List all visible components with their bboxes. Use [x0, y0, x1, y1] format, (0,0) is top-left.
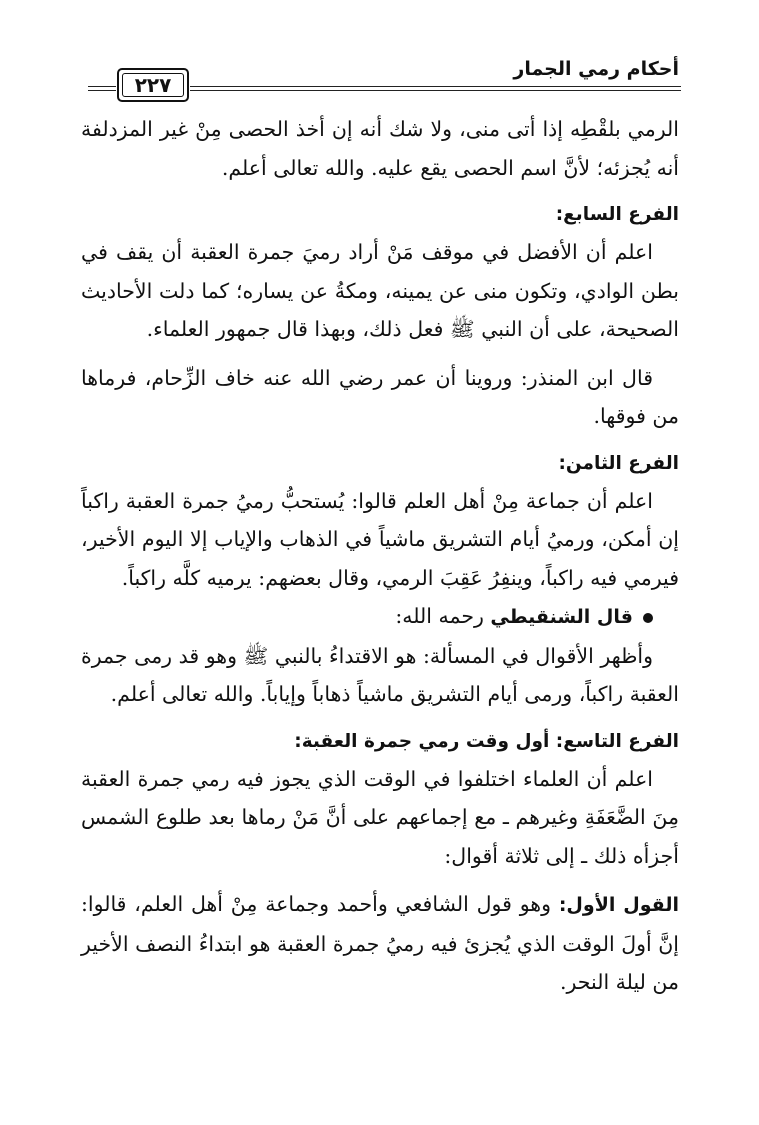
page-number: ٢٢٧: [122, 73, 184, 97]
header-rule: [190, 90, 681, 91]
paragraph: اعلم أن العلماء اختلفوا في الوقت الذي يجوز فيه رمي جمرة العقبة مِنَ الضَّعَفَةِ وغيرهم ـ مع إجماعهم على أنَّ مَنْ رماها بعد طلوع الشمس أجزأه ذلك ـ إلى ثلاثة أقوال:: [81, 766, 679, 868]
paragraph: [81, 885, 679, 1002]
bullet-quote-line: [81, 597, 679, 637]
header-rule-left: [88, 86, 116, 87]
bullet-icon: [643, 613, 653, 623]
section-heading: الفرع السابع:: [555, 204, 679, 225]
paragraph: وأظهر الأقوال في المسألة: هو الاقتداءُ بالنبي ﷺ وهو قد رمى جمرة العقبة راكباً، ورمى أيام التشريق ماشياً ذهاباً وإياباً. والله تعالى أعلم.: [81, 643, 679, 706]
opinion-text: وهو قول الشافعي وأحمد وجماعة مِنْ أهل العلم، قالوا: إنَّ أولَ الوقت الذي يُجزئ فيه رميُ جمرة العقبة هو ابتداءُ النصف الأخير من ليلة النحر.: [81, 892, 679, 994]
author-name: قال الشنقيطي: [490, 606, 633, 628]
header-rule-left: [88, 90, 116, 91]
header-rule: [190, 86, 681, 87]
honorific: رحمه الله:: [395, 604, 484, 628]
section-heading: الفرع الثامن:: [558, 452, 679, 474]
paragraph: اعلم أن الأفضل في موقف مَنْ أراد رميَ جمرة العقبة أن يقف في بطن الوادي، وتكون منى عن يمينه، ومكةُ عن يساره؛ كما دلت الأحاديث الصحيحة، على أن النبي ﷺ فعل ذلك، وبهذا قال جمهور العلماء.: [81, 240, 679, 341]
paragraph: قال ابن المنذر: وروينا أن عمر رضي الله عنه خاف الزِّحام، فرماها من فوقها.: [81, 365, 679, 428]
page-number-frame: [117, 68, 189, 102]
page-body: [81, 110, 679, 1002]
running-header-title: أحكام رمي الجمار: [513, 58, 679, 80]
paragraph: الرمي بلقْطِه إذا أتى منى، ولا شك أنه إن أخذ الحصى مِنْ غير المزدلفة أنه يُجزئه؛ لأنَّ اسم الحصى يقع عليه. والله تعالى أعلم.: [81, 117, 679, 180]
section-heading: الفرع التاسع: أول وقت رمي جمرة العقبة:: [294, 730, 679, 752]
opinion-label: القول الأول:: [558, 894, 680, 916]
paragraph: اعلم أن جماعة مِنْ أهل العلم قالوا: يُستحبُّ رميُ جمرة العقبة راكباً إن أمكن، ورميُ أيام التشريق ماشياً في الذهاب والإياب إلا اليوم الأخير، فيرمي فيه راكباً، وينفِرُ عَقِبَ الرمي، وقال بعضهم: يرميه كلَّه راكباً.: [81, 488, 679, 590]
